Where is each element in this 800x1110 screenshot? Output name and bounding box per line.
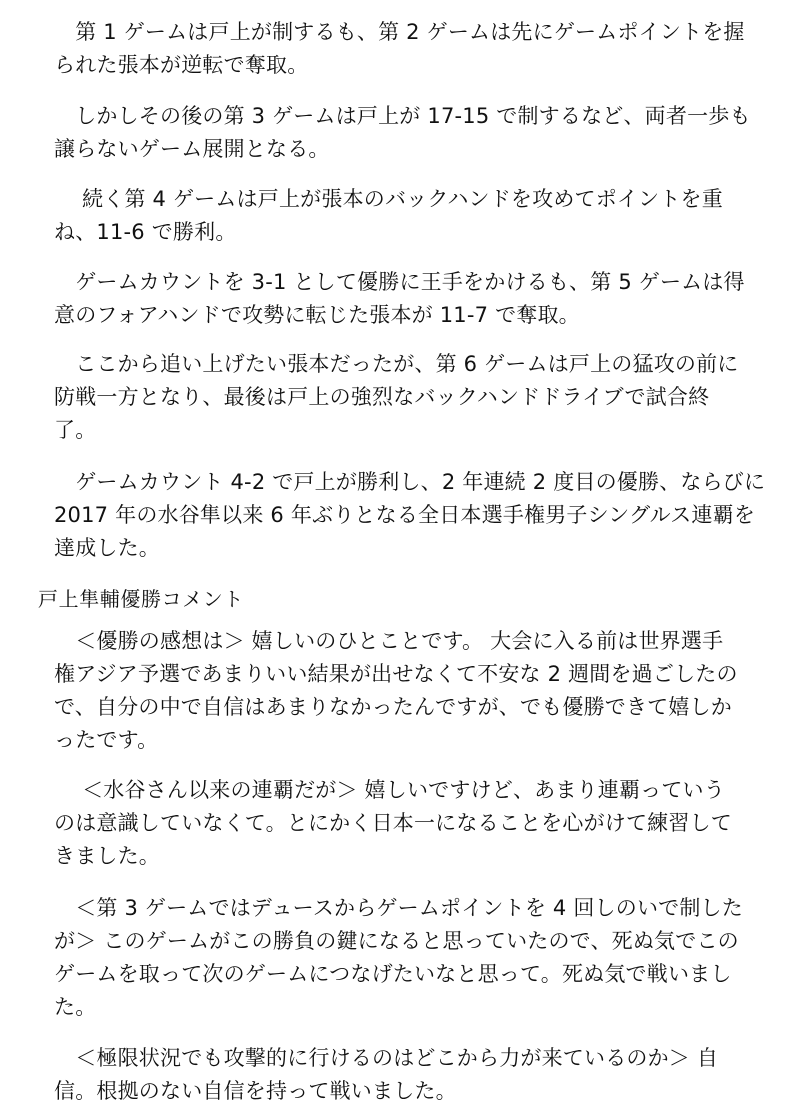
text-line: しかしその後の第 3 ゲームは戸上が 17-15 で制するなど、両者一歩も <box>54 104 751 128</box>
text-line: 第 1 ゲームは戸上が制するも、第 2 ゲームは先にゲームポイントを握 <box>54 20 745 44</box>
text-line: 2017 年の水谷隼以来 6 年ぶりとなる全日本選手権男子シングルス連覇を <box>54 503 756 527</box>
text-line: きました。 <box>54 844 160 868</box>
text-line: ＜第 3 ゲームではデュースからゲームポイントを 4 回しのいで制した <box>54 896 743 920</box>
comment-paragraph <box>54 892 743 1024</box>
text-line: 信。根拠のない自信を持って戦いました。 <box>54 1079 457 1103</box>
text-line: 権アジア予選であまりいい結果が出せなくて不安な 2 週間を過ごしたの <box>54 662 738 686</box>
text-line: 続く第 4 ゲームは戸上が張本のバックハンドを攻めてポイントを重 <box>54 187 723 211</box>
text-line: られた張本が逆転で奪取。 <box>54 53 309 77</box>
text-line: ゲームカウントを 3-1 として優勝に王手をかけるも、第 5 ゲームは得 <box>54 270 745 294</box>
text-line: ったです。 <box>54 728 159 752</box>
comment-paragraph <box>54 625 738 757</box>
text-line: 防戦一方となり、最後は戸上の強烈なバックハンドドライブで試合終 <box>54 385 710 409</box>
text-line: のは意識していなくて。とにかく日本一になることを心がけて練習して <box>54 811 732 835</box>
text-line: 達成した。 <box>54 536 160 560</box>
article-paragraph <box>54 100 751 166</box>
article-paragraph <box>54 16 745 82</box>
comment-heading: 戸上隼輔優勝コメント <box>38 587 244 611</box>
text-line: ＜極限状況でも攻撃的に行けるのはどこから力が来ているのか＞ 自 <box>54 1046 719 1070</box>
text-line: で、自分の中で自信はあまりなかったんですが、でも優勝できて嬉しか <box>54 695 732 719</box>
text-line: 譲らないゲーム展開となる。 <box>54 137 330 161</box>
text-line: ゲームを取って次のゲームにつなげたいなと思って。死ぬ気で戦いまし <box>54 962 732 986</box>
comment-paragraph <box>54 774 732 873</box>
text-line: た。 <box>54 995 97 1019</box>
text-line: ね、11-6 で勝利。 <box>54 220 237 244</box>
text-line: ゲームカウント 4-2 で戸上が勝利し、2 年連続 2 度目の優勝、ならびに <box>54 470 766 494</box>
article-paragraph <box>54 466 765 565</box>
comment-paragraph <box>54 1042 718 1108</box>
text-line: 意のフォアハンドで攻勢に転じた張本が 11-7 で奪取。 <box>54 303 580 327</box>
text-line: ＜優勝の感想は＞ 嬉しいのひとことです。 大会に入る前は世界選手 <box>54 629 724 653</box>
text-line: が＞ このゲームがこの勝負の鍵になると思っていたので、死ぬ気でこの <box>54 929 739 953</box>
text-line: 了。 <box>54 418 97 442</box>
text-line: ＜水谷さん以来の連覇だが＞ 嬉しいですけど、あまり連覇っていう <box>54 778 725 802</box>
article-paragraph <box>54 183 723 249</box>
article-paragraph <box>54 266 745 332</box>
text-line: ここから追い上げたい張本だったが、第 6 ゲームは戸上の猛攻の前に <box>54 352 739 376</box>
article-paragraph <box>54 348 739 447</box>
